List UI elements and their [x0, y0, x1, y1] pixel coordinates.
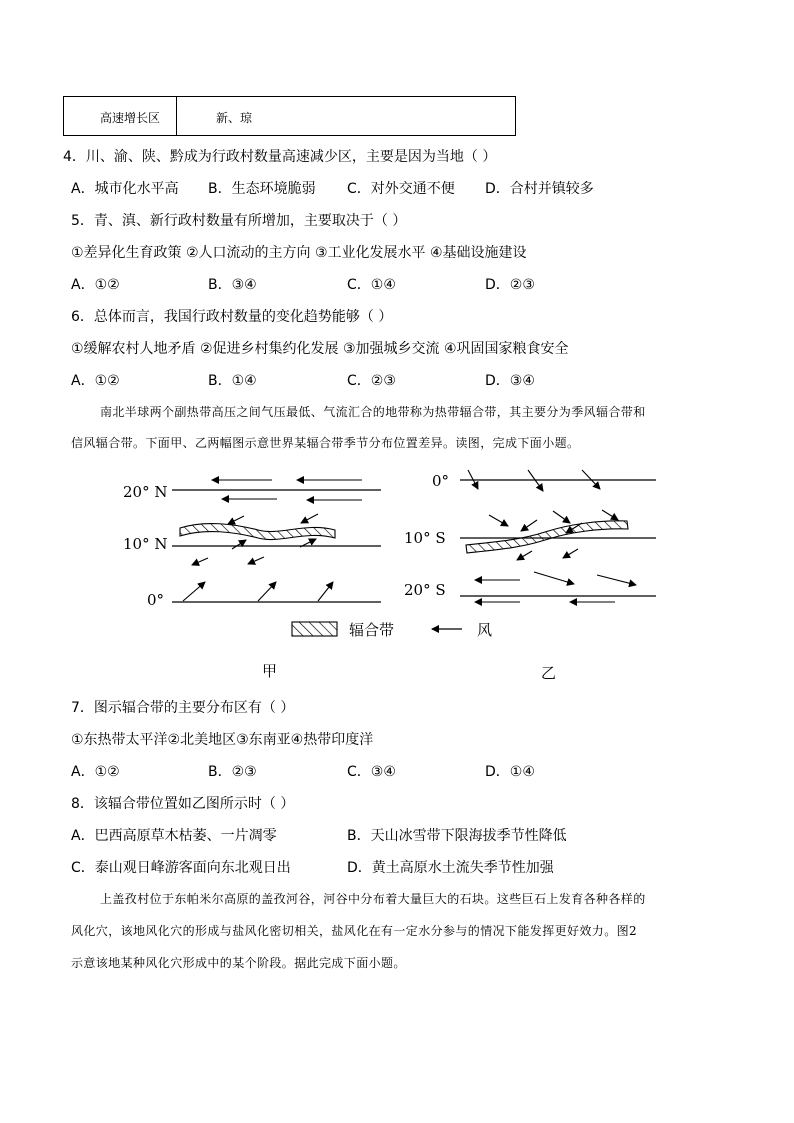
label-0-right: 0°	[432, 472, 450, 490]
label-20n: 20° N	[123, 483, 168, 501]
question-7-stem: 7．图示辐合带的主要分布区有（ ）	[71, 700, 295, 716]
q7-items: ①东热带太平洋②北美地区③东南亚④热带印度洋	[71, 732, 374, 748]
intro-2-line-3: 示意该地某种风化穴形成中的某个阶段。据此完成下面小题。	[71, 956, 406, 970]
intro-2-line-2: 风化穴，该地风化穴的形成与盐风化密切相关，盐风化在有一定水分参与的情况下能发挥更好效力。图2	[71, 924, 638, 938]
q7-option-c[interactable]: C．③④	[347, 764, 396, 780]
q8-option-b[interactable]: B．天山冰雪带下限海拔季节性降低	[347, 828, 567, 844]
data-table	[63, 96, 516, 136]
convergence-band-jia	[180, 524, 335, 540]
q6-option-c[interactable]: C．②③	[347, 373, 396, 389]
table-divider	[176, 97, 177, 135]
convergence-band-yi	[466, 521, 628, 553]
intro-1-line-1: 南北半球两个副热带高压之间气压最低、气流汇合的地带称为热带辐合带，其主要分为季风辐合带和	[100, 405, 646, 419]
legend-band-swatch	[292, 622, 337, 636]
label-20s: 20° S	[404, 581, 446, 599]
q7-option-d[interactable]: D．①④	[485, 764, 535, 780]
figure-legend	[292, 621, 492, 639]
caption-jia: 甲	[262, 662, 278, 680]
label-10s: 10° S	[404, 529, 446, 547]
question-4-stem: 4．川、渝、陕、黔成为行政村数量高速减少区，主要是因为当地（ ）	[63, 149, 497, 165]
label-10n: 10° N	[123, 535, 168, 553]
table-value-cell: 新、琼	[216, 111, 253, 125]
legend-band-label: 辐合带	[349, 621, 395, 639]
q8-option-a[interactable]: A．巴西高原草木枯萎、一片凋零	[71, 828, 277, 844]
intro-1-line-2: 信风辐合带。下面甲、乙两幅图示意世界某辐合带季节分布位置差异。读图，完成下面小题。	[71, 436, 580, 450]
q4-option-a[interactable]: A．城市化水平高	[71, 181, 179, 197]
q6-option-b[interactable]: B．①④	[208, 373, 257, 389]
q6-items: ①缓解农村人地矛盾 ②促进乡村集约化发展 ③加强城乡交流 ④巩固国家粮食安全	[71, 341, 569, 357]
wind-arrows-jia	[183, 480, 362, 601]
panel-yi	[404, 470, 656, 602]
table-label-cell: 高速增长区	[100, 111, 161, 125]
q6-option-d[interactable]: D．③④	[485, 373, 535, 389]
convergence-zone-figure	[0, 462, 794, 684]
q7-option-a[interactable]: A．①②	[71, 764, 120, 780]
q7-option-b[interactable]: B．②③	[208, 764, 257, 780]
q8-option-d[interactable]: D．黄土高原水土流失季节性加强	[347, 860, 554, 876]
q4-option-c[interactable]: C．对外交通不便	[347, 181, 455, 197]
panel-jia	[123, 480, 381, 609]
q5-option-b[interactable]: B．③④	[208, 277, 257, 293]
intro-2-line-1: 上盖孜村位于东帕米尔高原的盖孜河谷，河谷中分布着大量巨大的石块。这些巨石上发育各种各样的	[100, 892, 646, 906]
label-0-left: 0°	[147, 591, 165, 609]
legend-wind-label: 风	[477, 621, 493, 639]
q4-option-b[interactable]: B．生态环境脆弱	[208, 181, 316, 197]
question-8-stem: 8．该辐合带位置如乙图所示时（ ）	[71, 796, 295, 812]
q4-option-d[interactable]: D．合村并镇较多	[485, 181, 594, 197]
q5-items: ①差异化生育政策 ②人口流动的主方向 ③工业化发展水平 ④基础设施建设	[71, 245, 527, 261]
question-5-stem: 5．青、滇、新行政村数量有所增加，主要取决于（ ）	[71, 213, 407, 229]
q5-option-d[interactable]: D．②③	[485, 277, 535, 293]
question-6-stem: 6．总体而言，我国行政村数量的变化趋势能够（ ）	[71, 309, 393, 325]
q6-option-a[interactable]: A．①②	[71, 373, 120, 389]
q5-option-c[interactable]: C．①④	[347, 277, 396, 293]
q5-option-a[interactable]: A．①②	[71, 277, 120, 293]
q8-option-c[interactable]: C．泰山观日峰游客面向东北观日出	[71, 860, 291, 876]
caption-yi: 乙	[541, 664, 557, 682]
